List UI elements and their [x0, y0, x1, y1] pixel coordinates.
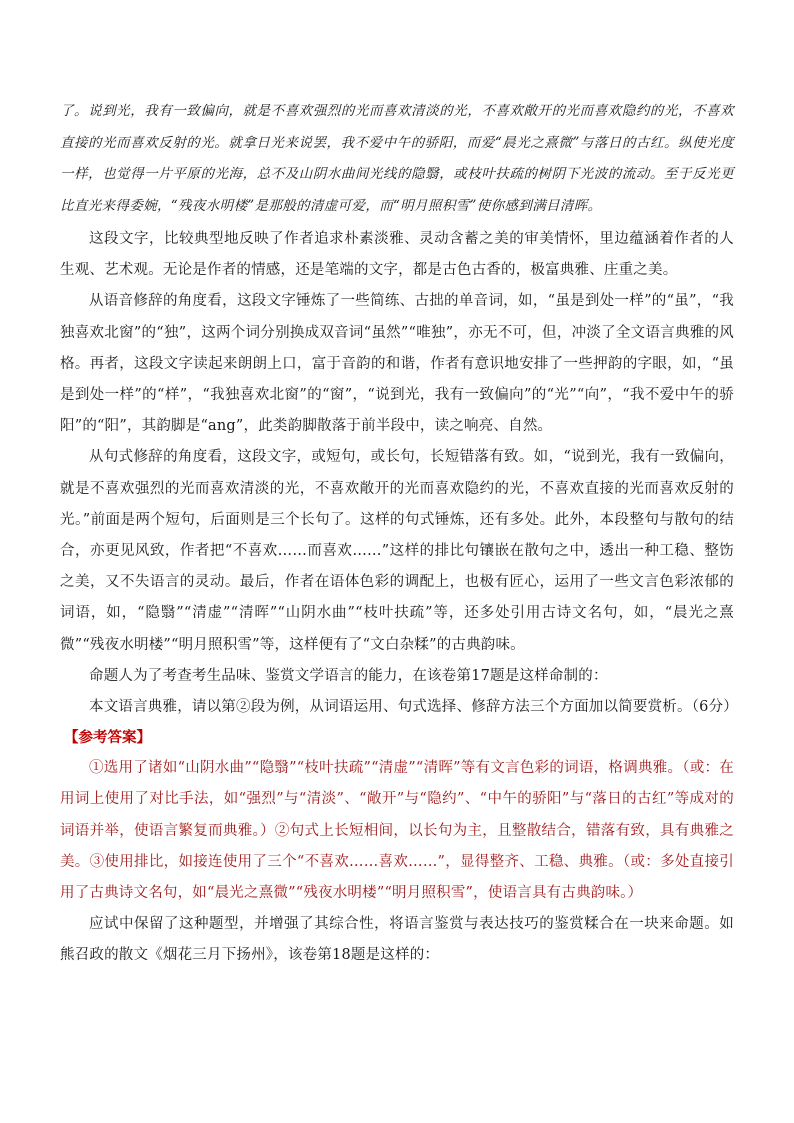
- analysis-paragraph-syntax: 从句式修辞的角度看，这段文字，或短句，或长句，长短错落有致。如，“说到光，我有一致偏向，就是不喜欢强烈的光而喜欢清淡的光，不喜欢敞开的光而喜欢隐约的光，不喜欢直接的光而喜欢反射的光。”前面是两个短句，后面则是三个长句了。这样的句式锤炼，还有多处。此外，本段整句与散句的结合，亦更见风致，作者把“不喜欢……而喜欢……”这样的排比句镶嵌在散句之中，透出一种工稳、整饬之美，又不失语言的灵动。最后，作者在语体色彩的调配上，也极有匠心，运用了一些文言色彩浓郁的词语，如，“隐翳”“清虚”“清晖”“山阴水曲”“枝叶扶疏”等，还多处引用古诗文名句，如，“晨光之熹微”“残夜水明楼”“明月照积雪”等，这样便有了“文白杂糅”的古典韵味。: [60, 449, 734, 653]
- analysis-paragraph-phonetic: 从语音修辞的角度看，这段文字锤炼了一些简练、古拙的单音词，如，“虽是到处一样”的“虽”，“我独喜欢北窗”的“独”，这两个词分别换成双音词“虽然”“唯独”，亦无不可，但，冲淡了全文语言典雅的风格。再者，这段文字读起来朗朗上口，富于音韵的和谐，作者有意识地安排了一些押韵的字眼，如，“虽是到处一样”的“样”，“我独喜欢北窗”的“窗”，“说到光，我有一致偏向”的“光”“向”，“我不爱中午的骄阳”的“阳”，其韵脚是“ang”，此类韵脚散落于前半段中，读之响亮、自然。: [60, 293, 734, 435]
- quoted-excerpt: 了。说到光，我有一致偏向，就是不喜欢强烈的光而喜欢清淡的光，不喜欢敞开的光而喜欢隐约的光，不喜欢直接的光而喜欢反射的光。就拿日光来说罢，我不爱中午的骄阳，而爱“晨光之熹微”与落日的古红。纵使光度一样，也觉得一片平原的光海，总不及山阴水曲间光线的隐翳，或枝叶扶疏的树阴下光波的流动。至于反光更比直光来得委婉，“残夜水明楼”是那般的清虚可爱，而“明月照积雪”使你感到满目清晖。: [60, 103, 734, 214]
- analysis-paragraph-1: 这段文字，比较典型地反映了作者追求朴素淡雅、灵动含蓄之美的审美情怀，里边蕴涵着作者的人生观、艺术观。无论是作者的情感，还是笔端的文字，都是古色古香的，极富典雅、庄重之美。: [60, 231, 734, 279]
- document-page: [60, 96, 738, 972]
- answer-label: 【参考答案】: [64, 729, 151, 747]
- exam-question: 本文语言典雅，请以第②段为例，从词语运用、句式选择、修辞方法三个方面加以简要赏析。（6分）: [89, 699, 738, 716]
- closing-paragraph: 应试中保留了这种题型，并增强了其综合性，将语言鉴赏与表达技巧的鉴赏糅合在一块来命题。如熊召政的散文《烟花三月下扬州》，该卷第18题是这样的：: [60, 916, 734, 964]
- exam-intro-paragraph: 命题人为了考查考生品味、鉴赏文学语言的能力，在该卷第17题是这样命制的：: [89, 667, 608, 684]
- reference-answer: ①选用了诸如“山阴水曲”“隐翳”“枝叶扶疏”“清虚”“清晖”等有文言色彩的词语，格调典雅。（或：在用词上使用了对比手法，如“强烈”与“清淡”、“敞开”与“隐约”、“中午的骄阳”与“落日的古红”等成对的词语并举，使语言繁复而典雅。）②句式上长短相间，以长句为主，且整散结合，错落有致，具有典雅之美。③使用排比，如接连使用了三个“不喜欢……喜欢……”，显得整齐、工稳、典雅。（或：多处直接引用了古典诗文名句，如“晨光之熹微”“残夜水明楼”“明月照积雪”，使语言具有古典韵味。）: [60, 760, 734, 902]
